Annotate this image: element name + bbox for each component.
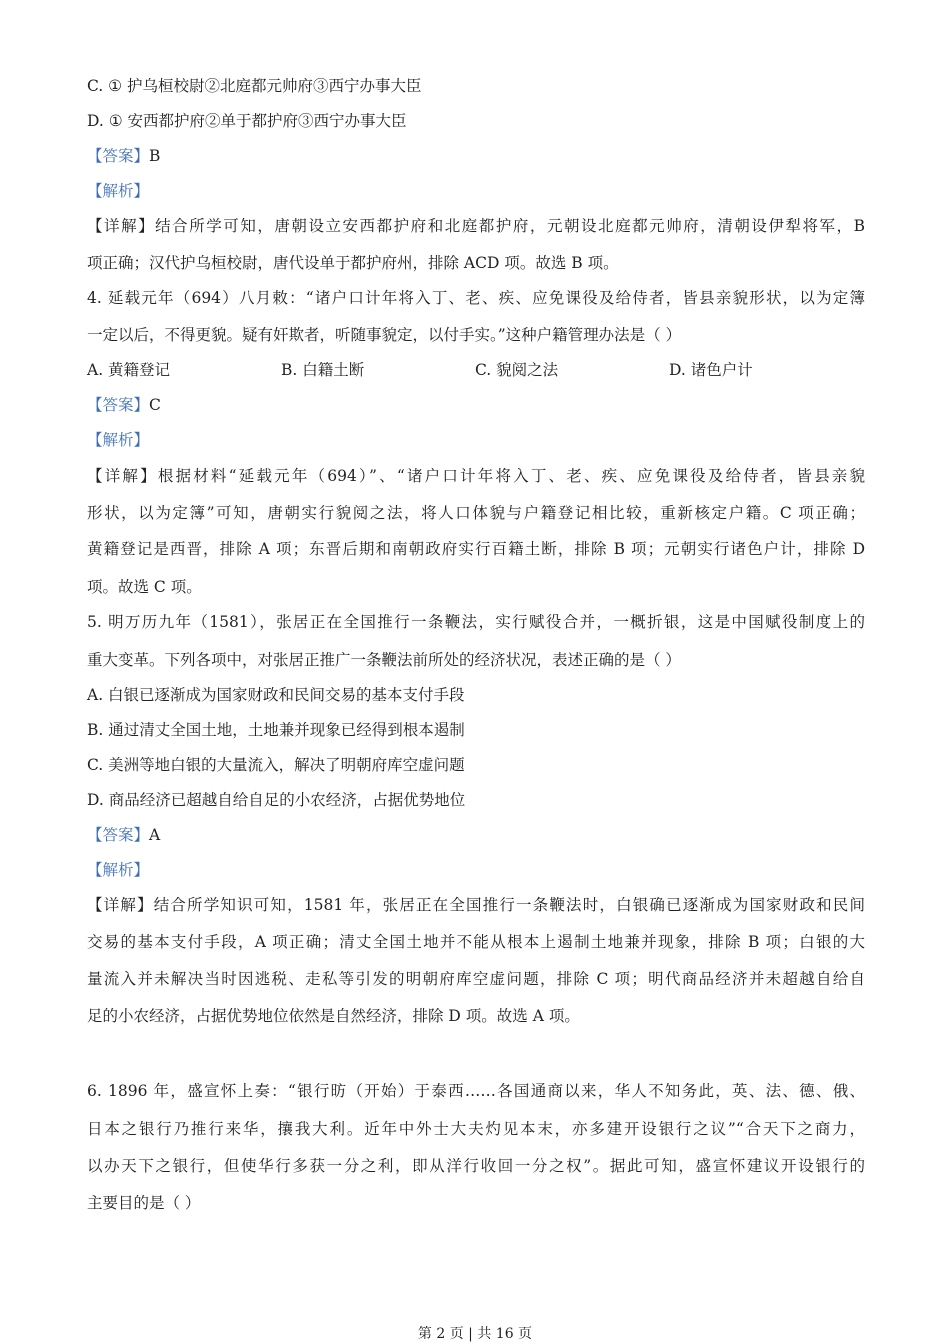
q5-analysis-label: 【解析】 xyxy=(87,861,150,879)
q3-detail-line: 项正确；汉代护乌桓校尉，唐代设单于都护府州，排除 ACD 项。故选 B 项。 xyxy=(87,254,619,272)
q5-option-b: B. 通过清丈全国土地，土地兼并现象已经得到根本遏制 xyxy=(87,721,465,739)
detail-text: 根据材料“延载元年（694）”、“诸户口计年将入丁、老、疾、应免课役及给侍者，皆县亲貌 xyxy=(157,467,865,485)
answer-label: 【答案】 xyxy=(87,147,150,165)
q4-option-a: A. 黄籍登记 xyxy=(87,361,171,379)
q5-stem-line: 5. 明万历九年（1581），张居正在全国推行一条鞭法，实行赋役合并，一概折银，这是中国赋役制度上的 xyxy=(87,613,865,631)
detail-text: 结合所学知识可知，1581 年，张居正在全国推行一条鞭法时，白银确已逐渐成为国家财政和民间 xyxy=(153,896,865,914)
q5-option-a: A. 白银已逐渐成为国家财政和民间交易的基本支付手段 xyxy=(87,686,465,704)
q4-stem-line: 4. 延载元年（694）八月敕：“诸户口计年将入丁、老、疾、应免课役及给侍者，皆县亲貌形状，以为定簿 xyxy=(87,289,865,307)
q5-option-d: D. 商品经济已超越自给自足的小农经济，占据优势地位 xyxy=(87,791,466,809)
detail-text: 结合所学可知，唐朝设立安西都护府和北庭都护府，元朝设北庭都元帅府，清朝设伊犁将军，B xyxy=(155,217,865,235)
q5-detail-line xyxy=(87,894,865,916)
q3-option-d: D. ① 安西都护府②单于都护府③西宁办事大臣 xyxy=(87,112,407,130)
detail-label: 【详解】 xyxy=(87,896,154,914)
q5-stem-line: 重大变革。下列各项中，对张居正推广一条鞭法前所处的经济状况，表述正确的是（ ） xyxy=(87,651,681,669)
q4-option-c: C. 貌阅之法 xyxy=(475,361,559,379)
q3-detail-line xyxy=(87,215,865,237)
q5-detail-line: 足的小农经济，占据优势地位依然是自然经济，排除 D 项。故选 A 项。 xyxy=(87,1007,580,1025)
q3-answer xyxy=(87,145,160,167)
q5-option-c: C. 美洲等地白银的大量流入，解决了明朝府库空虚问题 xyxy=(87,756,465,774)
q5-detail-line: 交易的基本支付手段，A 项正确；清丈全国土地并不能从根本上遏制土地兼并现象，排除 B 项；白银的大 xyxy=(87,933,865,951)
q6-stem-line: 日本之银行乃推行来华，攘我大利。近年中外士大夫灼见本末，亦多建开设银行之议”“合天下之商力， xyxy=(87,1120,865,1138)
answer-value: B xyxy=(149,147,161,165)
q3-analysis-label: 【解析】 xyxy=(87,182,150,200)
q6-stem-line: 6. 1896 年，盛宣怀上奏：“银行昉（开始）于泰西……各国通商以来，华人不知务此，英、法、德、俄、 xyxy=(87,1082,865,1100)
q4-detail-line: 形状，以为定簿”可知，唐朝实行貌阅之法，将人口体貌与户籍登记相比较，重新核定户籍。C 项正确； xyxy=(87,504,865,522)
q4-option-b: B. 白籍土断 xyxy=(281,361,365,379)
q4-detail-line: 黄籍登记是西晋，排除 A 项；东晋后期和南朝政府实行百籍土断，排除 B 项；元朝实行诸色户计，排除 D xyxy=(87,540,865,558)
answer-value: A xyxy=(149,826,161,844)
answer-value: C xyxy=(149,396,161,414)
q5-detail-line: 量流入并未解决当时因逃税、走私等引发的明朝府库空虚问题，排除 C 项；明代商品经济并未超越自给自 xyxy=(87,970,865,988)
detail-label: 【详解】 xyxy=(87,217,156,235)
q4-answer xyxy=(87,394,161,416)
q6-stem-line: 以办天下之银行，但使华行多获一分之利，即从洋行收回一分之权”。据此可知，盛宣怀建议开设银行的 xyxy=(87,1157,865,1175)
answer-label: 【答案】 xyxy=(87,396,150,414)
answer-label: 【答案】 xyxy=(87,826,150,844)
q6-stem-line: 主要目的是（ ） xyxy=(87,1194,201,1212)
q5-answer xyxy=(87,824,160,846)
q3-option-c: C. ① 护乌桓校尉②北庭都元帅府③西宁办事大臣 xyxy=(87,77,422,95)
page-footer: 第 2 页 | 共 16 页 xyxy=(417,1326,533,1342)
q4-option-d: D. 诸色户计 xyxy=(669,361,753,379)
q4-detail-line: 项。故选 C 项。 xyxy=(87,578,202,596)
q4-stem-line: 一定以后，不得更貌。疑有奸欺者，听随事貌定，以付手实。”这种户籍管理办法是（ ） xyxy=(87,326,682,344)
q4-detail-line xyxy=(87,465,865,487)
q4-options xyxy=(87,359,865,381)
q4-analysis-label: 【解析】 xyxy=(87,431,150,449)
detail-label: 【详解】 xyxy=(87,467,158,485)
